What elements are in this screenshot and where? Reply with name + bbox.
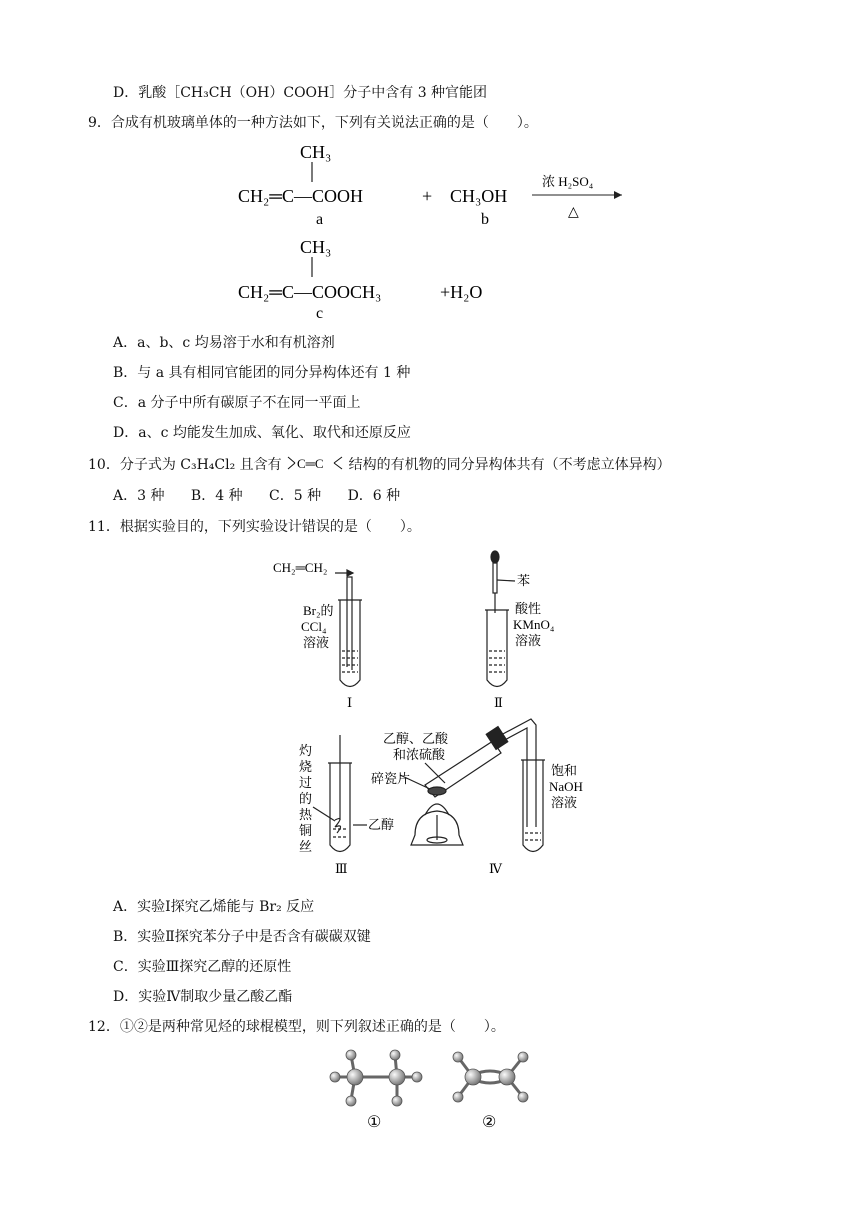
q12-stem: 12．①②是两种常见烃的球棍模型，则下列叙述正确的是（ ）。: [88, 1019, 505, 1035]
q10-stem-after: 结构的有机物的同分异构体共有（不考虑立体异构）: [348, 457, 671, 473]
II-reagent-1: 酸性: [515, 601, 542, 616]
a-ch3: CH₃: [300, 142, 332, 162]
IV-receiver-3: 溶液: [551, 795, 578, 810]
q9-option-b: B．与 a 具有相同官能团的同分异构体还有 1 种: [113, 365, 411, 381]
q10-option-c: C．5 种: [269, 488, 322, 504]
a-label: a: [316, 211, 324, 228]
q9-option-c: C．a 分子中所有碳原子不在同一平面上: [113, 395, 361, 411]
IV-reagent-2: 和浓硫酸: [393, 747, 446, 762]
III-wire-5: 热: [299, 807, 313, 822]
q11-option-d: D．实验Ⅳ制取少量乙酸乙酯: [113, 989, 293, 1005]
b-formula: CH₃OH: [450, 186, 508, 206]
IV-label: Ⅳ: [489, 861, 502, 876]
condition-bottom: △: [568, 205, 579, 220]
IV-reagent-1: 乙醇、乙酸: [383, 731, 449, 746]
q10-stem-before: 10．分子式为 C₃H₄Cl₂ 且含有: [88, 457, 282, 473]
q11-option-c: C．实验Ⅲ探究乙醇的还原性: [113, 959, 292, 975]
q9-stem: 9．合成有机玻璃单体的一种方法如下，下列有关说法正确的是（ ）。: [88, 115, 538, 131]
c-formula: CH₂═C—COOCH₃: [238, 282, 382, 302]
q11-option-a: A．实验Ⅰ探究乙烯能与 Br₂ 反应: [113, 899, 315, 915]
I-label: Ⅰ: [347, 695, 353, 710]
q10-stem: [88, 454, 671, 474]
III-wire-2: 烧: [299, 759, 313, 774]
plus-h2o: +H₂O: [440, 282, 483, 302]
c-ch3: CH₃: [300, 237, 332, 257]
I-reagent-1: Br₂的: [303, 603, 334, 618]
II-reagent-2: KMnO₄: [513, 617, 555, 632]
q9-option-a: A．a、b、c 均易溶于水和有机溶剂: [113, 335, 335, 351]
q10-option-d: D．6 种: [347, 488, 401, 504]
b-label: b: [481, 211, 489, 228]
condition-top: 浓 H₂SO₄: [542, 174, 594, 189]
III-wire-1: 灼: [299, 743, 313, 758]
I-reagent-2: CCl₄: [301, 619, 327, 634]
q11-option-b: B．实验Ⅱ探究苯分子中是否含有碳碳双键: [113, 929, 371, 945]
alkene-structure-icon: [286, 454, 344, 472]
III-wire-7: 丝: [299, 839, 313, 854]
II-benzene-label: 苯: [517, 573, 531, 588]
q9-reaction-figure: [230, 140, 650, 322]
q11-apparatus-figure: [265, 545, 615, 880]
q8-option-d: D．乳酸［CH₃CH（OH）COOH］分子中含有 3 种官能团: [113, 85, 488, 101]
c-label: c: [316, 305, 324, 322]
III-label: Ⅲ: [335, 861, 348, 876]
model-1-label: ①: [367, 1114, 382, 1131]
IV-receiver-1: 饱和: [551, 763, 578, 778]
II-label: Ⅱ: [494, 695, 503, 710]
IV-chips-label: 碎瓷片: [371, 771, 411, 786]
alkene-structure-text: C═C: [297, 456, 324, 471]
III-wire-4: 的: [299, 791, 313, 806]
I-reagent-3: 溶液: [303, 635, 330, 650]
model-2-label: ②: [482, 1114, 497, 1131]
III-wire-3: 过: [299, 775, 313, 790]
II-reagent-3: 溶液: [515, 633, 542, 648]
q10-option-b: B．4 种: [190, 488, 243, 504]
III-ethanol-label: 乙醇: [368, 817, 395, 832]
a-formula: CH₂═C—COOH: [238, 186, 364, 206]
IV-receiver-2: NaOH: [549, 779, 583, 794]
q10-option-a: A．3 种: [113, 488, 165, 504]
I-gas-label: CH₂═CH₂: [273, 560, 328, 575]
q11-stem: 11．根据实验目的，下列实验设计错误的是（ ）。: [88, 519, 421, 535]
III-wire-6: 铜: [299, 823, 313, 838]
q12-ball-stick-models: [325, 1045, 535, 1135]
plus-1: +: [422, 186, 433, 206]
q10-options: [113, 487, 400, 505]
q9-option-d: D．a、c 均能发生加成、氧化、取代和还原反应: [113, 425, 411, 441]
